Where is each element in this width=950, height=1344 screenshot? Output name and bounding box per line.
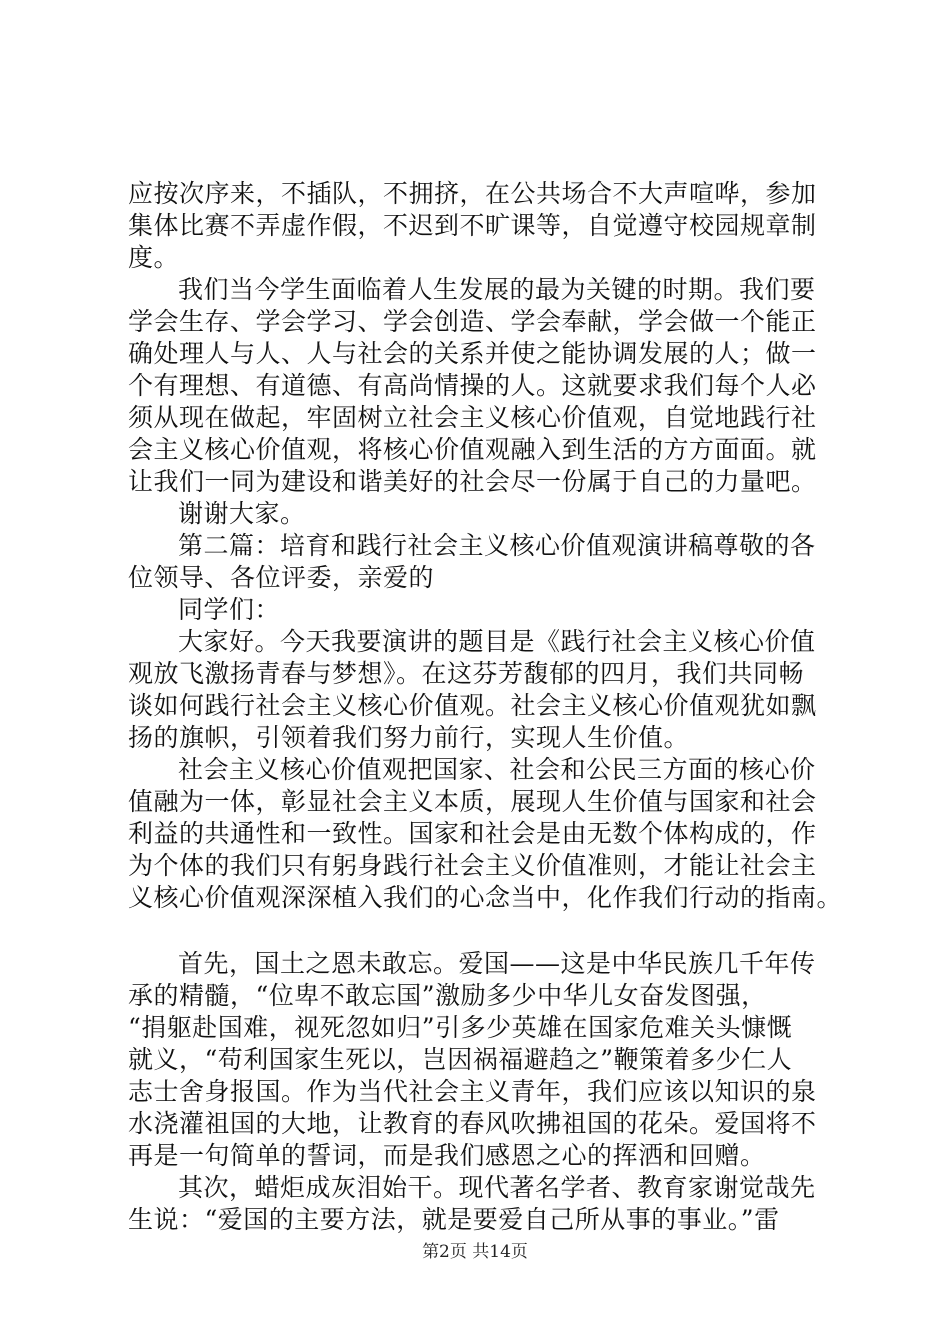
paragraph-start-line: 我们当今学生面临着人生发展的最为关键的时期。我们要 [178, 275, 816, 304]
text-line: 再是一句简单的誓词，而是我们感恩之心的挥洒和回赠。 [128, 1141, 766, 1170]
text-line: 位领导、各位评委，亲爱的 [128, 563, 435, 592]
text-line: 值融为一体，彰显社会主义本质，展现人生价值与国家和社会 [128, 787, 817, 816]
text-line: 确处理人与人、人与社会的关系并使之能协调发展的人；做一 [128, 339, 817, 368]
text-line: 生说：“爱国的主要方法，就是要爱自己所从事的事业。”雷 [128, 1205, 780, 1234]
text-line: 谈如何践行社会主义核心价值观。社会主义核心价值观犹如飘 [128, 691, 817, 720]
paragraph-start-line: 谢谢大家。 [178, 499, 306, 528]
section-heading-line: 第二篇：培育和践行社会主义核心价值观演讲稿尊敬的各 [178, 531, 816, 560]
paragraph-start-line: 社会主义核心价值观把国家、社会和公民三方面的核心价 [178, 755, 816, 784]
text-line: 应按次序来，不插队，不拥挤，在公共场合不大声喧哗，参加 [128, 179, 817, 208]
text-line: 会主义核心价值观，将核心价值观融入到生活的方方面面。就 [128, 435, 817, 464]
text-line: 扬的旗帜，引领着我们努力前行，实现人生价值。 [128, 723, 690, 752]
page-footer: 第2页 共14页 [422, 1242, 528, 1262]
text-line: 学会生存、学会学习、学会创造、学会奉献，学会做一个能正 [128, 307, 817, 336]
paragraph-gap [128, 914, 848, 948]
paragraph-start-line: 其次，蜡炬成灰泪始干。现代著名学者、教育家谢觉哉先 [178, 1173, 816, 1202]
text-line: 个有理想、有道德、有高尚情操的人。这就要求我们每个人必 [128, 371, 817, 400]
text-line: 让我们一同为建设和谐美好的社会尽一份属于自己的力量吧。 [128, 467, 817, 496]
text-line: 须从现在做起，牢固树立社会主义核心价值观，自觉地践行社 [128, 403, 817, 432]
text-line: 集体比赛不弄虚作假，不迟到不旷课等，自觉遵守校园规章制 [128, 211, 817, 240]
text-line: “捐躯赴国难，视死忽如归”引多少英雄在国家危难关头慷慨 [128, 1013, 793, 1042]
text-line: 为个体的我们只有躬身践行社会主义价值准则，才能让社会主 [128, 851, 817, 880]
text-line: 观放飞激扬青春与梦想》。在这芬芳馥郁的四月，我们共同畅 [128, 659, 805, 688]
text-line: 利益的共通性和一致性。国家和社会是由无数个体构成的，作 [128, 819, 817, 848]
text-line: 志士舍身报国。作为当代社会主义青年，我们应该以知识的泉 [128, 1077, 817, 1106]
text-line: 义核心价值观深深植入我们的心念当中，化作我们行动的指南。 [128, 883, 843, 912]
text-line: 水浇灌祖国的大地，让教育的春风吹拂祖国的花朵。爱国将不 [128, 1109, 817, 1138]
text-line: 就义，“苟利国家生死以，岂因祸福避趋之”鞭策着多少仁人 [128, 1045, 793, 1074]
paragraph-start-line: 首先，国土之恩未敢忘。爱国——这是中华民族几千年传 [178, 949, 816, 978]
document-body [128, 178, 848, 1236]
salutation-line: 同学们： [178, 595, 281, 624]
text-line: 度。 [128, 243, 180, 272]
text-line: 承的精髓，“位卑不敢忘国”激励多少中华儿女奋发图强， [128, 981, 767, 1010]
paragraph-start-line: 大家好。今天我要演讲的题目是《践行社会主义核心价值 [178, 627, 816, 656]
